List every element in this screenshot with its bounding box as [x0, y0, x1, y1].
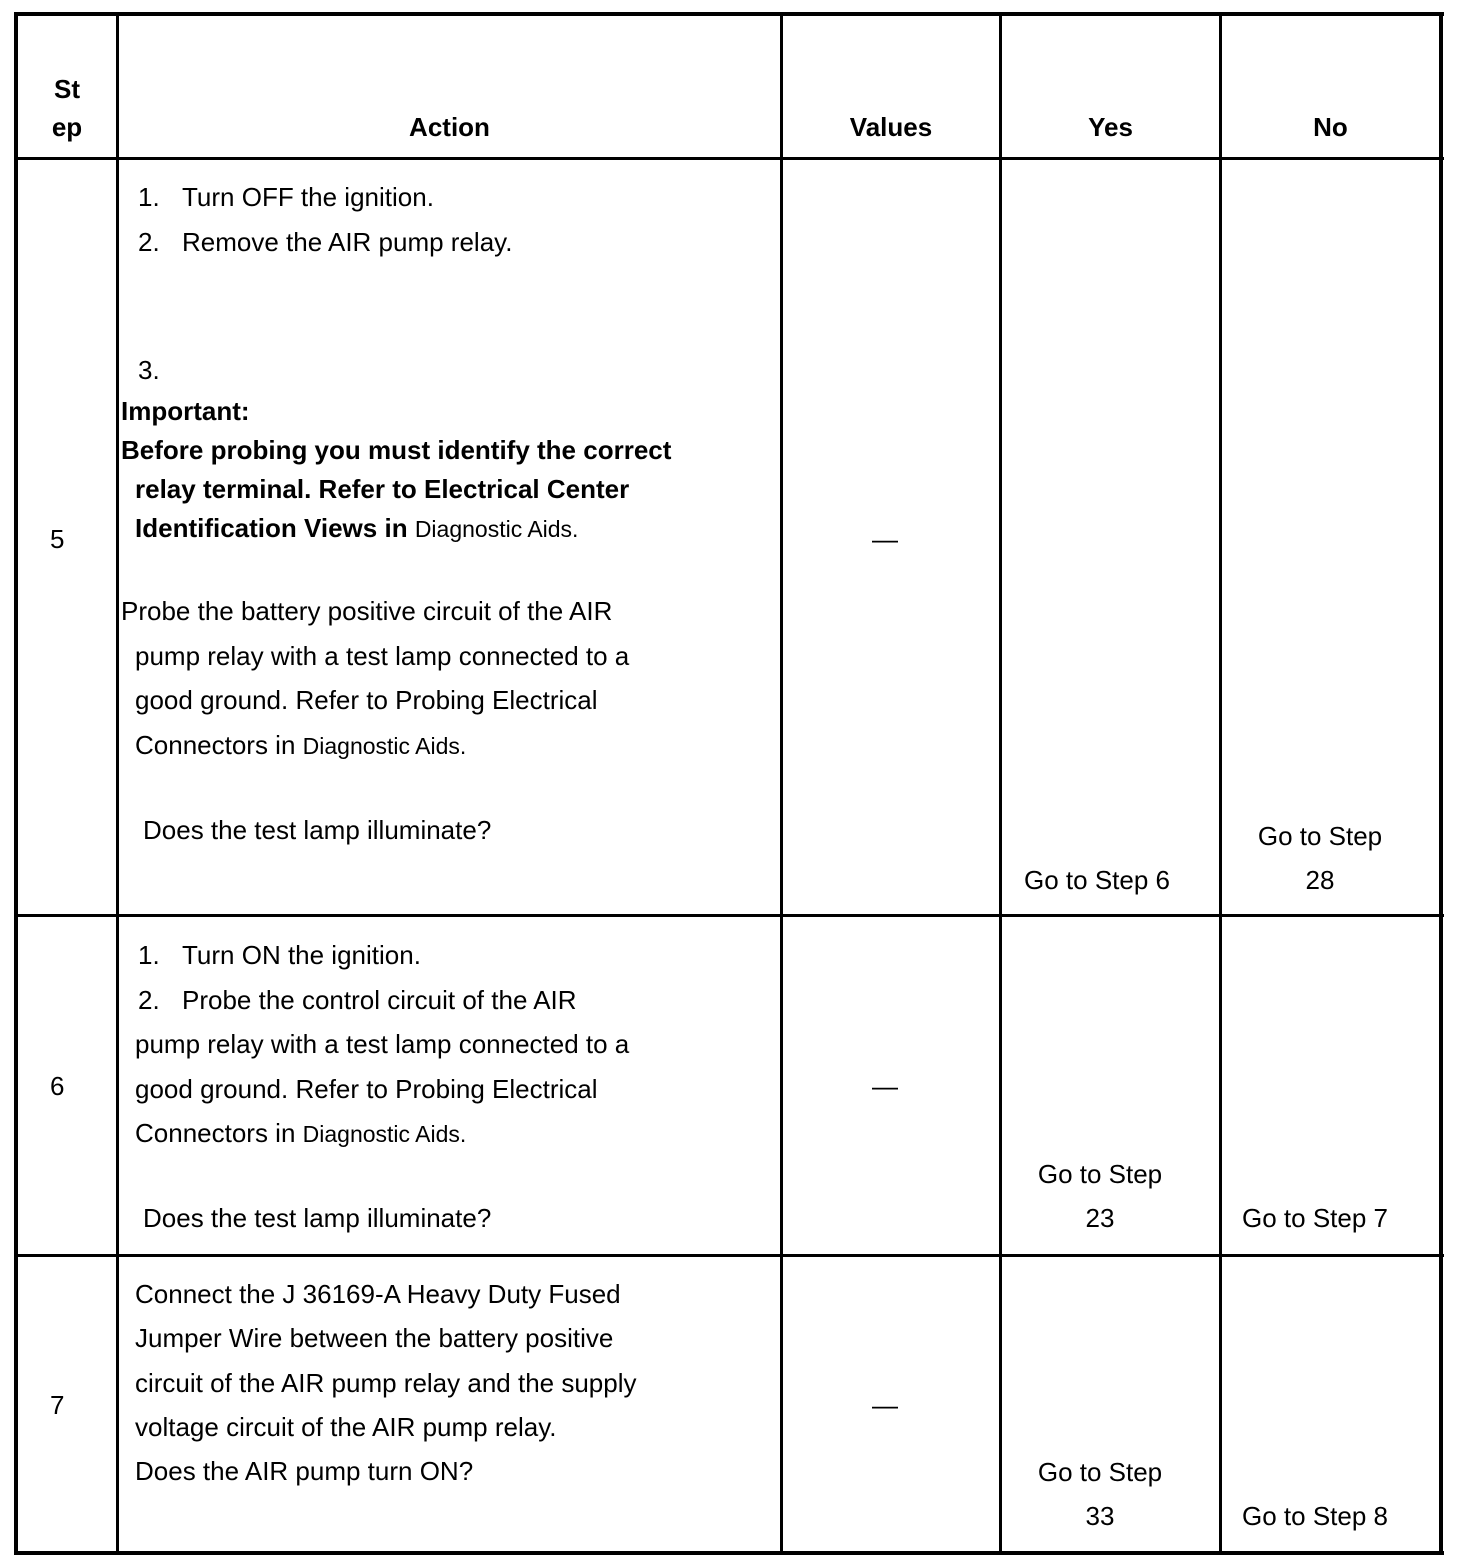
header-step-line1: St — [54, 74, 80, 104]
list-number: 2. — [138, 985, 160, 1015]
step-number: 7 — [50, 1390, 65, 1420]
reference-link: Diagnostic Aids. — [414, 516, 579, 542]
reference-link: Diagnostic Aids. — [302, 733, 467, 759]
action-text — [135, 730, 466, 761]
column-divider — [780, 12, 783, 1555]
no-cell: Go to Step 7 — [1242, 1203, 1388, 1233]
header-divider — [14, 157, 1444, 160]
row-divider — [14, 1254, 1444, 1257]
action-text — [135, 1118, 466, 1149]
column-divider — [116, 12, 119, 1555]
action-text: good ground. Refer to Probing Electrical — [135, 1074, 598, 1104]
yes-cell — [1002, 1159, 1198, 1233]
important-text-bold: Identification Views — [135, 513, 378, 543]
action-text: pump relay with a test lamp connected to a — [135, 1029, 630, 1059]
no-cell — [1222, 821, 1418, 895]
no-cell-line2: 28 — [1305, 865, 1335, 895]
column-divider — [1219, 12, 1222, 1555]
action-text: good ground. Refer to Probing Electrical — [135, 685, 598, 715]
table-border-top — [14, 12, 1444, 16]
action-text-part: Connectors in — [135, 730, 303, 760]
yes-cell: Go to Step 6 — [1024, 865, 1170, 895]
action-text: Probe the control circuit of the AIR — [182, 985, 577, 1015]
table-border-right — [1439, 12, 1443, 1555]
question-text: Does the AIR pump turn ON? — [135, 1456, 474, 1486]
table-border-bottom — [14, 1551, 1444, 1555]
action-text: circuit of the AIR pump relay and the supply — [135, 1368, 637, 1398]
list-number: 3. — [138, 355, 160, 385]
table-border-left — [14, 12, 18, 1555]
action-text: Probe the battery positive circuit of the AIR — [121, 596, 613, 626]
no-cell: Go to Step 8 — [1242, 1501, 1388, 1531]
values-cell: — — [872, 524, 898, 554]
values-cell: — — [872, 1071, 898, 1101]
important-label: Important: — [121, 396, 250, 426]
question-text: Does the test lamp illuminate? — [143, 1203, 492, 1233]
header-yes: Yes — [1088, 112, 1133, 142]
reference-link: Diagnostic Aids. — [302, 1121, 467, 1147]
header-action: Action — [409, 112, 490, 142]
yes-cell-line1: Go to Step — [1037, 1159, 1163, 1189]
action-text: Connect the J 36169-A Heavy Duty Fused — [135, 1279, 621, 1309]
column-divider — [999, 12, 1002, 1555]
row-divider — [14, 914, 1444, 917]
action-text: Remove the AIR pump relay. — [182, 227, 513, 257]
step-number: 5 — [50, 524, 65, 554]
action-text: Turn OFF the ignition. — [182, 182, 434, 212]
action-text: pump relay with a test lamp connected to a — [135, 641, 630, 671]
step-number: 6 — [50, 1071, 65, 1101]
yes-cell-line2: 33 — [1085, 1501, 1115, 1531]
yes-cell-line1: Go to Step — [1037, 1457, 1163, 1487]
header-step — [18, 74, 116, 142]
list-number: 1. — [138, 182, 160, 212]
action-text: Jumper Wire between the battery positive — [135, 1323, 614, 1353]
header-values: Values — [849, 112, 933, 142]
list-number: 1. — [138, 940, 160, 970]
header-no: No — [1313, 112, 1348, 142]
header-step-line2: ep — [51, 112, 83, 142]
values-cell: — — [872, 1390, 898, 1420]
yes-cell — [1002, 1457, 1198, 1531]
action-text: voltage circuit of the AIR pump relay. — [135, 1412, 557, 1442]
action-text-part: Connectors in — [135, 1118, 303, 1148]
question-text: Does the test lamp illuminate? — [143, 815, 492, 845]
yes-cell-line2: 23 — [1085, 1203, 1115, 1233]
important-text: relay terminal. Refer to Electrical Center — [135, 474, 630, 504]
important-text: Before probing you must identify the correct — [121, 435, 672, 465]
important-in: in — [377, 513, 415, 543]
important-text — [135, 513, 578, 544]
list-number: 2. — [138, 227, 160, 257]
action-text: Turn ON the ignition. — [182, 940, 421, 970]
no-cell-line1: Go to Step — [1257, 821, 1383, 851]
